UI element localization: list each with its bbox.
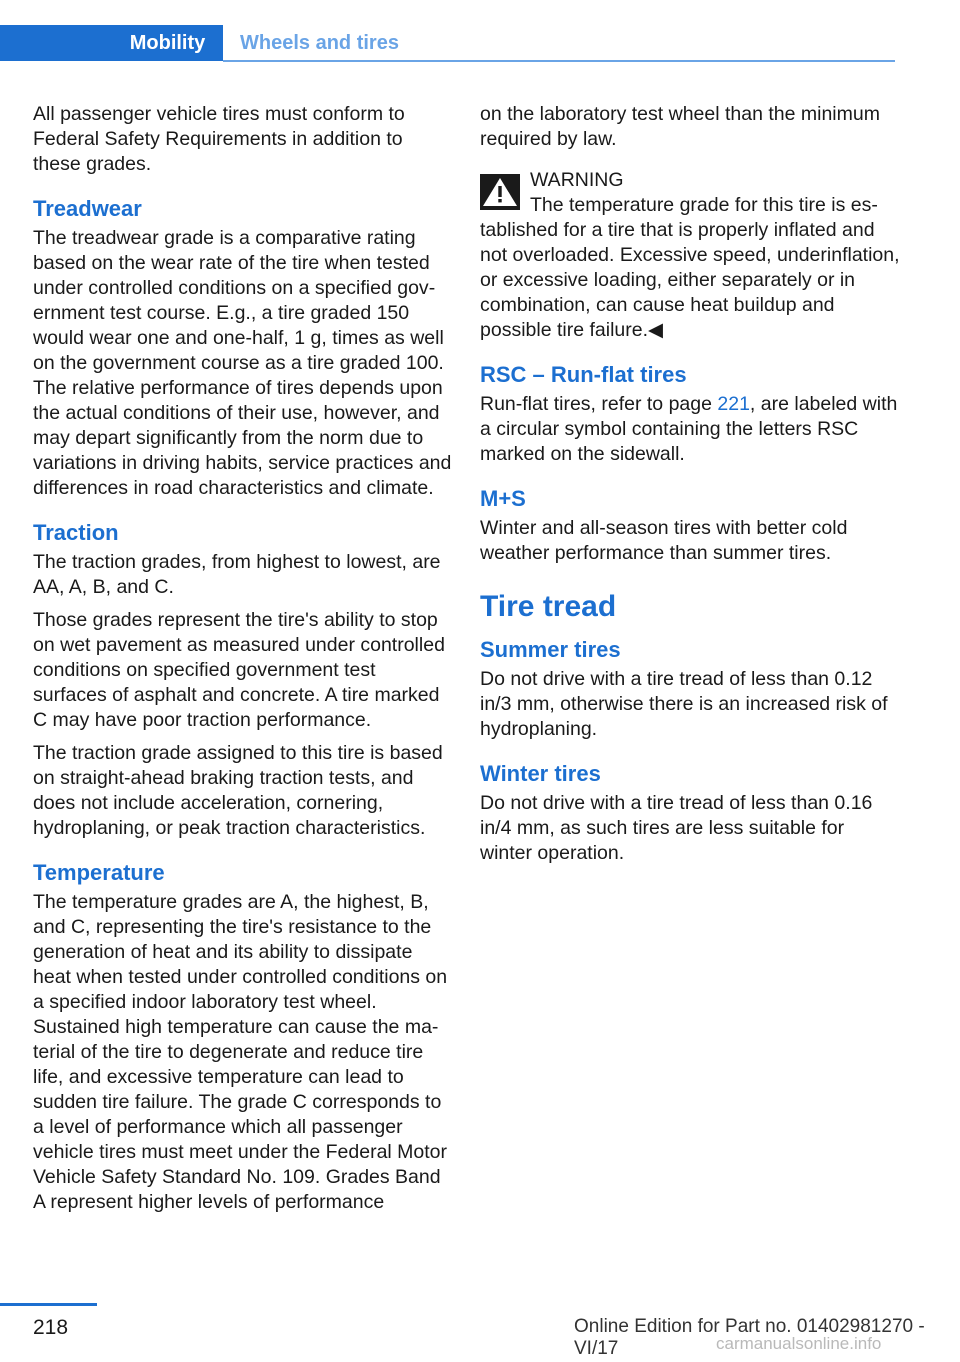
winter-tires-paragraph: Do not drive with a tire tread of less than 0.16 in/4 mm, as such tires are less suitable for winter operation. [480,792,873,864]
tire-tread-heading: Tire tread [480,590,617,623]
treadwear-heading: Treadwear [33,196,142,221]
section-tab-wheels-and-tires[interactable]: Wheels and tires [240,31,399,54]
intro-paragraph: All passenger vehicle tires must conform to Federal Safety Requirements in addition to these grades. [33,103,405,175]
rsc-text-after: , are labeled with a circular symbol containing the letters RSC marked on the sidewall. [480,393,898,465]
summer-tires-heading: Summer tires [480,637,621,662]
traction-paragraph-3: The traction grade assigned to this tire is based on straight-ahead braking traction tests, and does not include acceleration, cornering, hydroplaning, or peak traction characteristics. [33,742,443,839]
traction-heading: Traction [33,520,119,545]
warning-text: The temperature grade for this tire is established for a tire that is properly inflated and not overloaded. Excessive speed, underinflation, or excessive loading, either separately or in combination, can cause heat buildup and possible tire failure.◀ [480,194,900,341]
header-divider [223,60,895,62]
page-number: 218 [33,1316,69,1339]
treadwear-paragraph: The treadwear grade is a comparative rating based on the wear rate of the tire when tested under controlled conditions on a specified government test course. E.g., a tire graded 150 would wear one and one-half, 1 g, times as well on the government course as a tire graded 100. The relative performance of tires depends upon the actual conditions of their use, however, and may depart significantly from the norm due to variations in driving habits, service practices and differences in road characteristics and climate. [33,227,452,499]
page-reference-link[interactable]: 221 [717,393,750,415]
rsc-heading: RSC – Run-flat tires [480,362,687,387]
rsc-text-before: Run-flat tires, refer to page [480,393,718,415]
rsc-paragraph [480,392,900,467]
right-column [480,102,900,874]
temperature-paragraph: The temperature grades are A, the highest, B, and C, representing the tire's resistance to the generation of heat and its ability to dissipate heat when tested under controlled conditions on a specified indoor laboratory test wheel. Sustained high temperature can cause the material of the tire to degenerate and reduce tire life, and excessive temperature can lead to sudden tire failure. The grade C corresponds to a level of performance which all passenger vehicle tires must meet under the Federal Motor Vehicle Safety Standard No. 109. Grades Band A represent higher levels of performance [33,891,448,1213]
footer-divider [0,1303,97,1306]
section-tab-mobility[interactable]: Mobility [0,25,223,61]
continued-paragraph: on the laboratory test wheel than the minimum required by law. [480,103,880,150]
ms-heading: M+S [480,486,526,511]
summer-tires-paragraph: Do not drive with a tire tread of less than 0.12 in/3 mm, otherwise there is an increased risk of hydroplaning. [480,668,888,740]
watermark: carmanualsonline.info [716,1334,882,1353]
warning-triangle-icon [480,174,520,210]
warning-box [480,168,900,343]
left-column [33,102,453,1223]
traction-paragraph-1: The traction grades, from highest to lowest, are AA, A, B, and C. [33,551,441,598]
page-header [0,25,895,61]
winter-tires-heading: Winter tires [480,761,601,786]
warning-title: WARNING [530,169,624,191]
traction-paragraph-2: Those grades represent the tire's ability to stop on wet pavement as measured under controlled conditions on specified government test surfaces of asphalt and concrete. A tire marked C may have poor traction performance. [33,609,445,731]
ms-paragraph: Winter and all-season tires with better cold weather performance than summer tires. [480,517,848,564]
temperature-heading: Temperature [33,860,165,885]
edition-text: Online Edition for Part no. 01402981270 - VI/17 [574,1316,925,1359]
